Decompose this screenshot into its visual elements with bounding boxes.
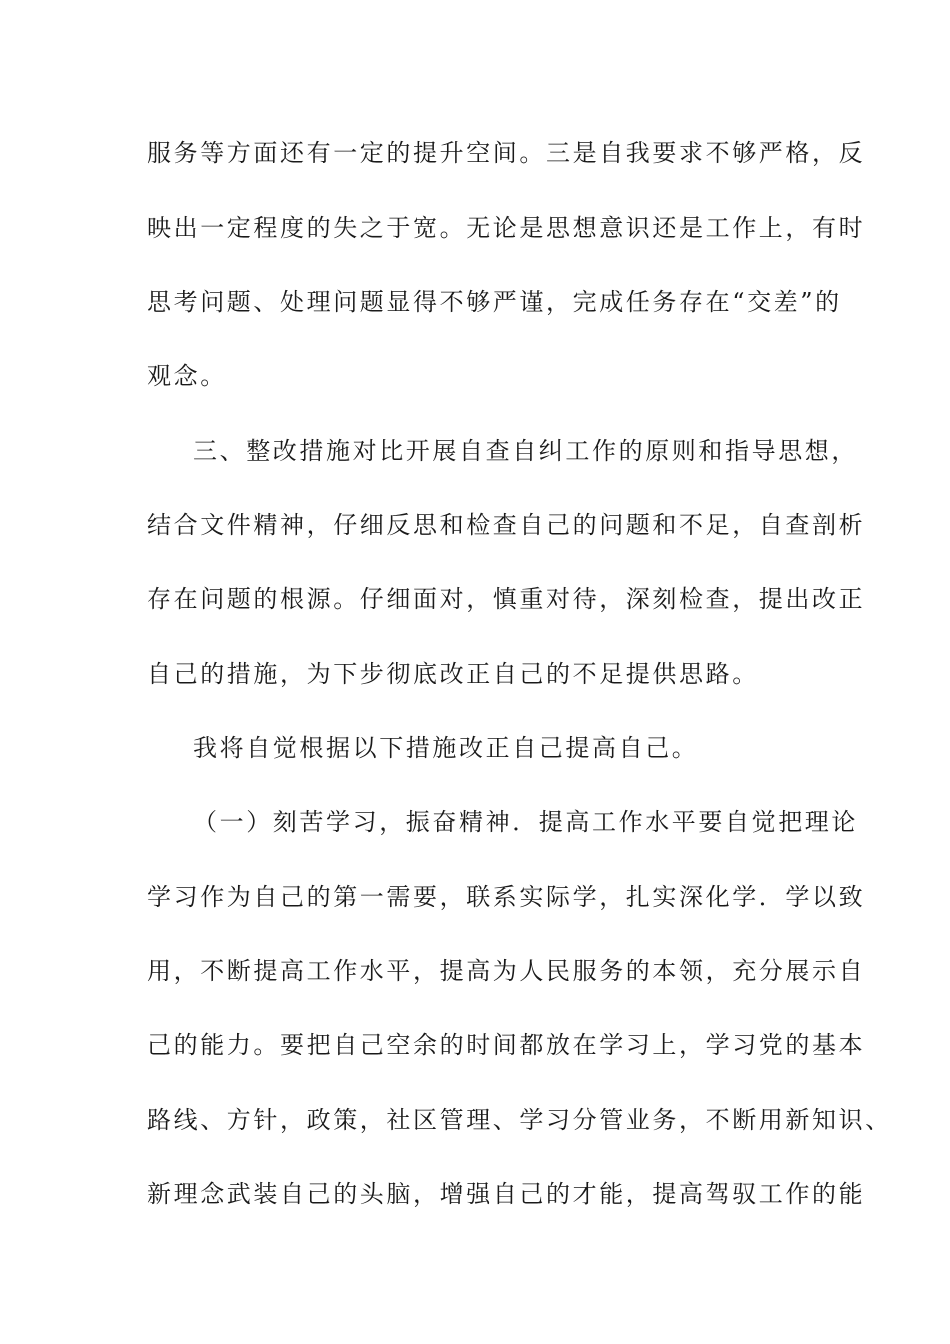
text-line: 学习作为自己的第一需要，联系实际学，扎实深化学．学以致: [147, 883, 866, 911]
text-line: 路线、方针，政策，社区管理、学习分管业务，不断用新知识、: [147, 1106, 892, 1134]
text-line: 己的能力。要把自己空余的时间都放在学习上，学习党的基本: [147, 1031, 866, 1059]
text-line: 观念。: [147, 362, 227, 390]
subsection-heading-line: （一）刻苦学习，振奋精神．提高工作水平要自觉把理论: [193, 808, 858, 836]
text-line: 新理念武装自己的头脑，增强自己的才能，提高驾驭工作的能: [147, 1180, 866, 1208]
text-line: 思考问题、处理问题显得不够严谨，完成任务存在“交差”的: [147, 288, 842, 316]
text-line: 自己的措施，为下步彻底改正自己的不足提供思路。: [147, 660, 759, 688]
text-line: 结合文件精神，仔细反思和检查自己的问题和不足，自查剖析: [147, 511, 866, 539]
text-line: 服务等方面还有一定的提升空间。三是自我要求不够严格，反: [147, 139, 866, 167]
paragraph-first-line: 我将自觉根据以下措施改正自己提高自己。: [193, 734, 699, 762]
text-line: 映出一定程度的失之于宽。无论是思想意识还是工作上，有时: [147, 214, 866, 242]
text-line: 用，不断提高工作水平，提高为人民服务的本领，充分展示自: [147, 957, 866, 985]
section-heading-line: 三、整改措施对比开展自查自纠工作的原则和指导思想，: [193, 437, 858, 465]
text-line: 存在问题的根源。仔细面对，慎重对待，深刻检查，提出改正: [147, 585, 866, 613]
